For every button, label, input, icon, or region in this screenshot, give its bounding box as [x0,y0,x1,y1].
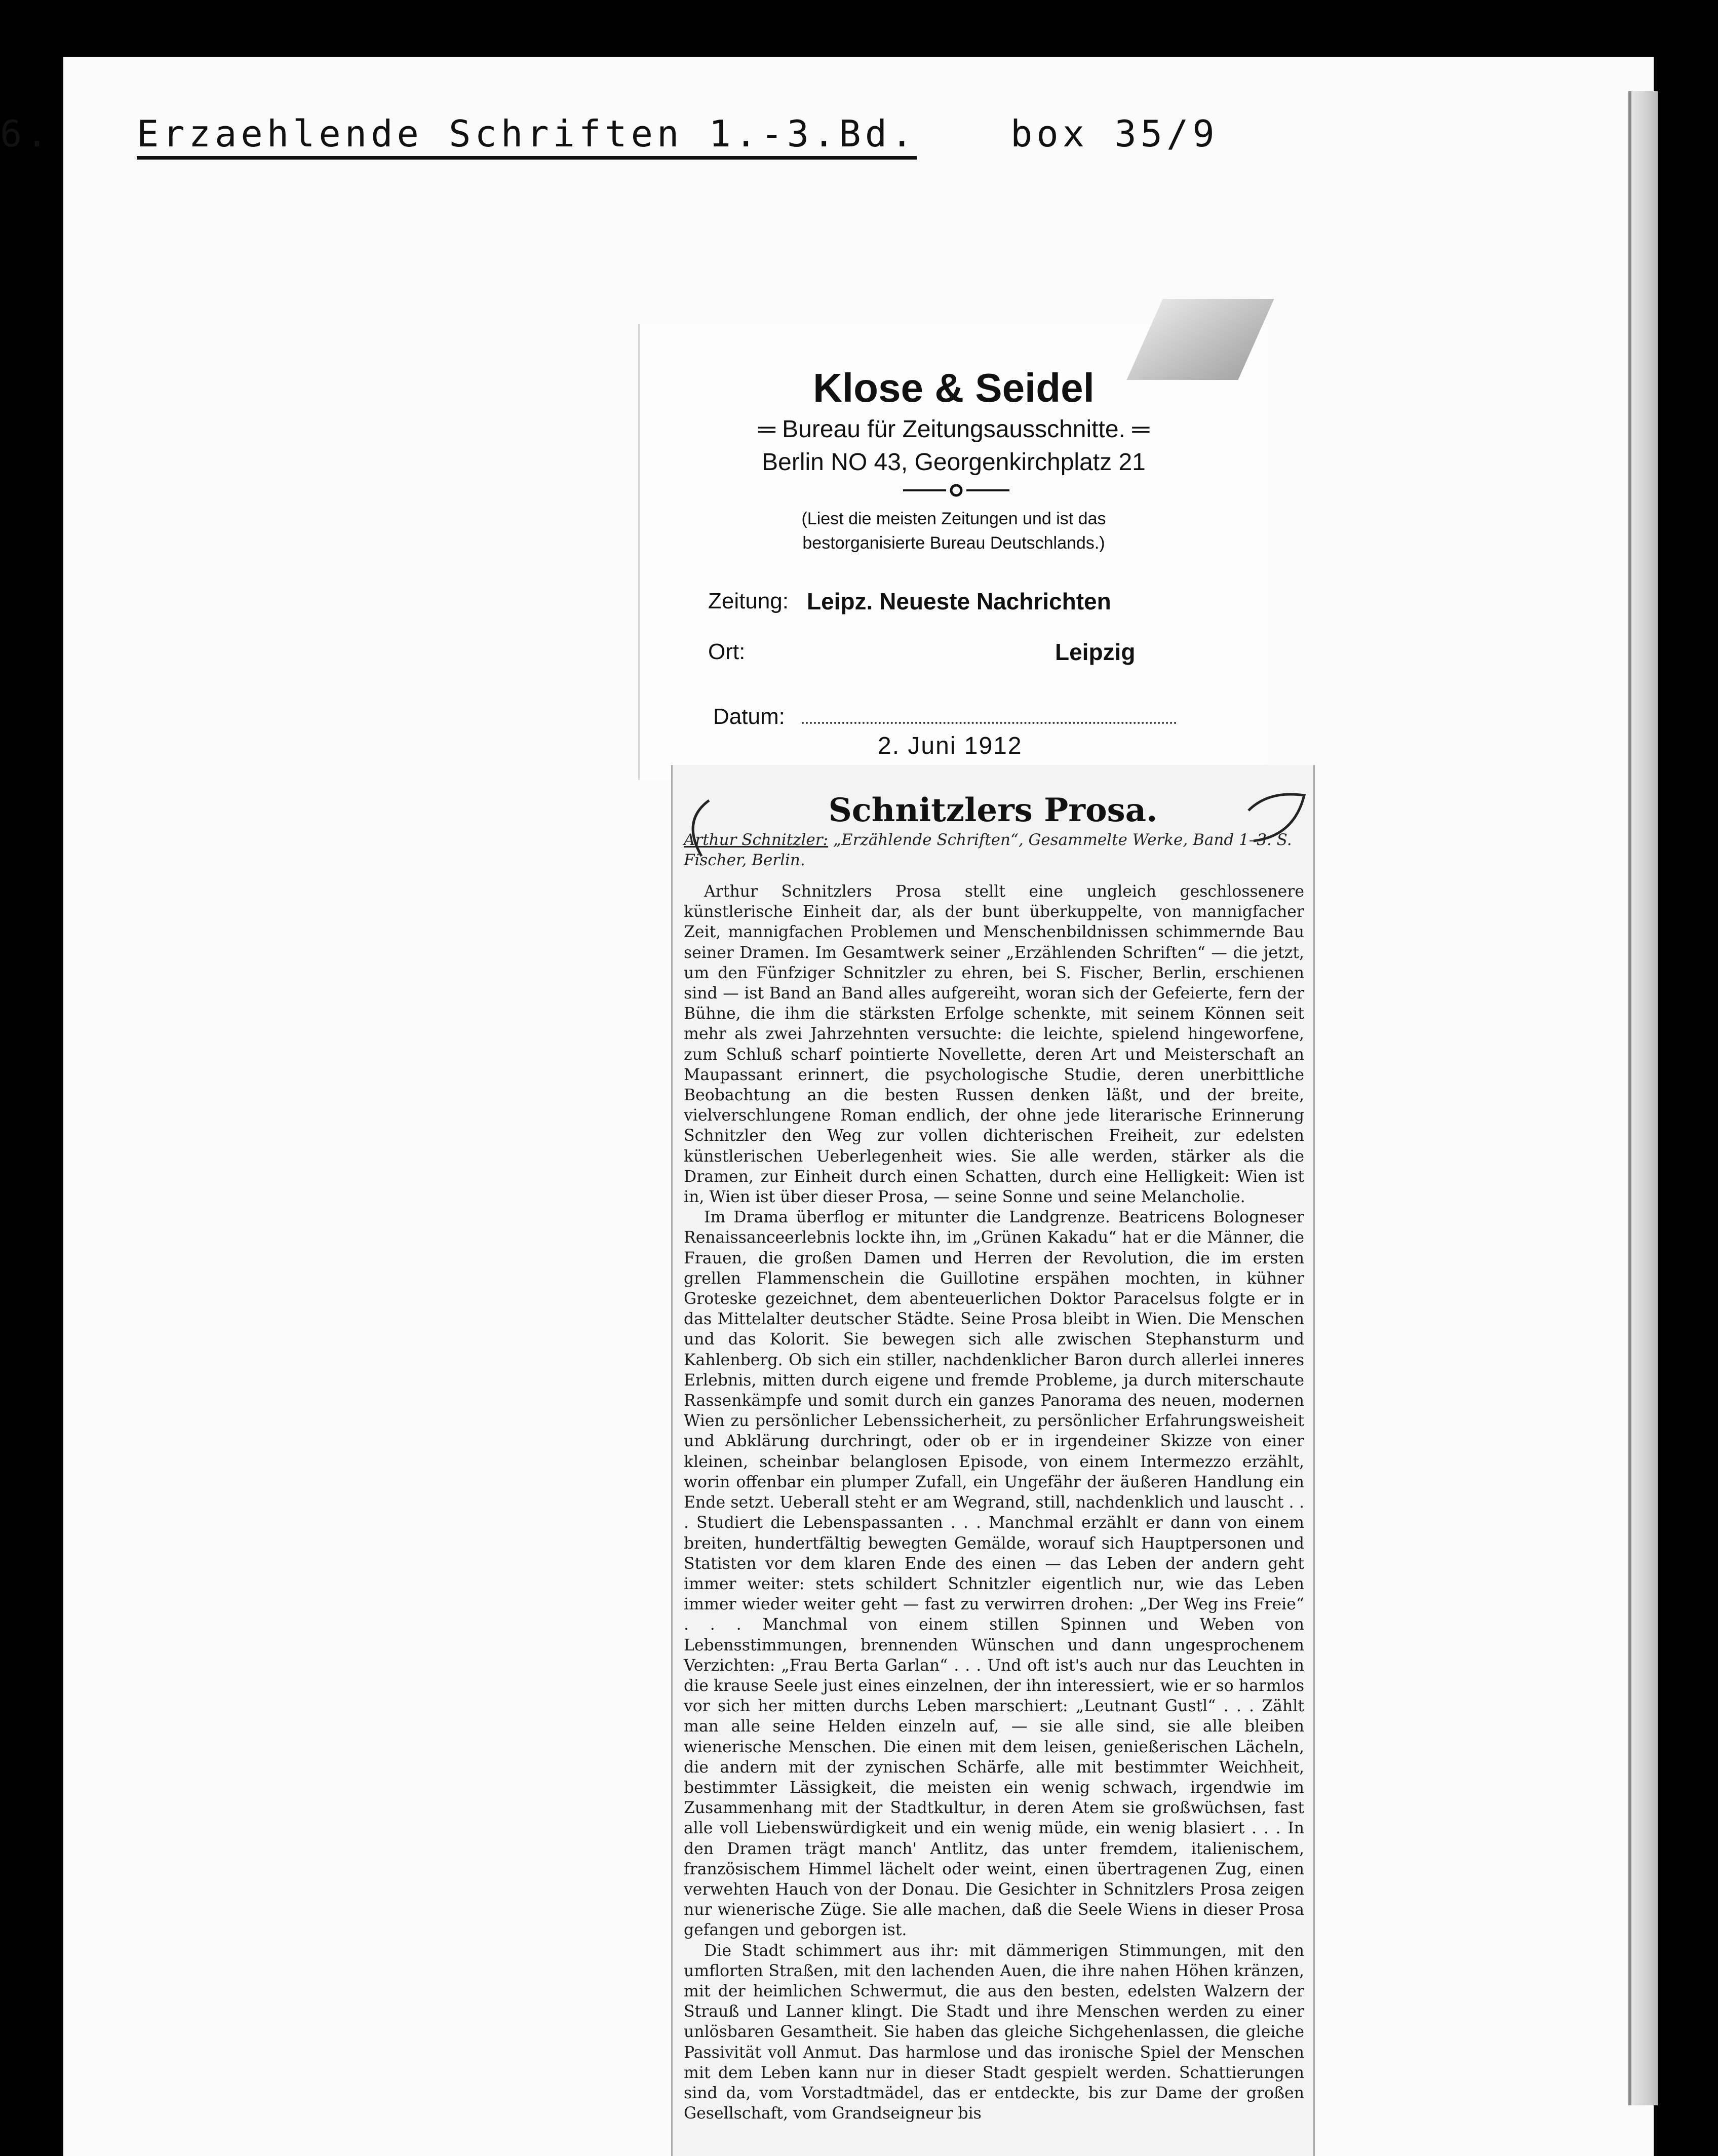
slip-motto-line2: bestorganisierte Bureau Deutschlands.) [802,533,1105,553]
header-box-label: box 35/9 [1010,112,1219,155]
clipping-slip [638,324,1268,780]
slip-bureau-text: Bureau für Zeitungsausschnitte. [782,416,1125,443]
datum-dotted-line [802,722,1177,724]
article-paragraph: Die Stadt schimmert aus ihr: mit dämmerigen Stimmungen, mit den umflorten Straßen, mit den lachenden Auen, die ihre nahen Höhen kränzen, mit der heimlichen Schwermut, die aus den besten, edelsten Walzern der Strauß und Lanner klingt. Die Stadt und ihre Menschen werden zu einer unlösbaren Gesamtheit. Sie haben das gleiche Sichgehenlassen, die gleiche Passivität voll Anmut. Das harmlose und das ironische Spiel der Menschen mit dem Leben kann nur in dieser Stadt gespielt werden. Schattierungen sind da, vom Vorstadtmädel, das er entdeckte, bis zur Dame der großen Gesellschaft, vom Grandseigneur bis [684,1941,1304,2123]
datum-label: Datum: [713,704,785,729]
slip-motto-line1: (Liest die meisten Zeitungen und ist das [801,509,1106,528]
zeitung-value: Leipz. Neueste Nachrichten [807,588,1111,614]
archive-header [0,112,1266,158]
ornament-icon [903,480,1009,500]
datum-stamp: 2. Juni 1912 [878,733,1023,759]
ort-value: Leipzig [1055,639,1136,665]
slip-motto [640,507,1268,555]
header-number: 6. [0,112,52,155]
newspaper-clipping [671,765,1315,2156]
slip-company: Klose & Seidel [813,365,1095,410]
sheet-edge [1628,91,1658,2105]
byline-rest: „Erzählende Schriften“, Gesammelte Werke, Band 1–3. S. Fischer, Berlin. [684,831,1292,869]
article-paragraph: Arthur Schnitzlers Prosa stellt eine ungleich geschlossenere künstlerische Einheit dar, als der bunt überkuppelte, von mannigfacher Zeit, mannigfachen Problemen und Menschenbildnissen schimmernde Bau seiner Dramen. Im Gesamtwerk seiner „Erzählenden Schriften“ — die jetzt, um den Fünfziger Schnitzler zu ehren, bei S. Fischer, Berlin, erschienen sind — ist Band an Band alles aufgereiht, woran sich der Gefeierte, fern der Bühne, die ihm die stärksten Erfolge schenkte, mit seinem Können seit mehr als zwei Jahrzehnten versuchte: die leichte, spielend hingeworfene, zum Schluß scharf pointierte Novellette, deren Art und Meisterschaft an Maupassant erinnert, die psychologische Studie, deren unerbittliche Beobachtung an die besten Russen denken läßt, und der breite, vielverschlungene Roman endlich, der ohne jede literarische Erinnerung Schnitzler den Weg zur vollen dichterischen Freiheit, zur edelsten künstlerischen Ueberlegenheit wies. Sie alle werden, stärker als die Dramen, zur Einheit durch einen Schatten, durch eine Helligkeit: Wien ist in, Wien ist über dieser Prosa, — seine Sonne und seine Melancholie. [684,882,1304,1207]
zeitung-label: Zeitung: [708,589,789,613]
article-paragraph: Im Drama überflog er mitunter die Landgrenze. Beatricens Bologneser Renaissanceerlebnis lockte ihn, im „Grünen Kakadu“ hat er die Männer, die Frauen, die großen Damen und Herren der Revolution, die im ersten grellen Flammenschein die Guillotine erspähen mochten, in kühner Groteske gezeichnet, dem abenteuerlichen Doktor Paracelsus folgte er in das Mittelalter deutscher Städte. Seine Prosa bleibt in Wien. Die Menschen und das Kolorit. Sie bewegen sich alle zwischen Stephansturm und Kahlenberg. Ob sich ein stiller, nachdenklicher Baron durch allerlei inneres Erlebnis, mitten durch eigene und fremde Probleme, ja durch miterschaute Rassenkämpfe und somit durch ein ganzes Panorama des neuen, modernen Wien zu persönlicher Lebenssicherheit, zu persönlicher Erfahrungsweisheit und Abklärung durchringt, oder ob er in irgendeiner Skizze von einer kleinen, scheinbar belanglosen Episode, von einem Intermezzo erzählt, worin offenbar ein plumper Zufall, ein Ungefähr der äußeren Handlung ein Ende setzt. Ueberall steht er am Wegrand, still, nachdenklich und lauscht . . . Studiert die Lebenspassanten . . . Manchmal erzählt er dann von einem breiten, hundertfältig bewegten Gemälde, worauf sich Hauptpersonen und Statisten vor dem klaren Ende des einen — das Leben der andern geht immer weiter: stets schildert Schnitzler eigentlich nur, wie das Leben immer wieder weiter geht — fast zu verwirren drohen: „Der Weg ins Freie“ . . . Manchmal von einem stillen Spinnen und Weben von Lebensstimmungen, brennenden Wünschen und dann ungesprochenem Verzichten: „Frau Berta Garlan“ . . . Und oft ist's auch nur das Leuchten in die krause Seele just eines einzelnen, der ihn interessiert, wie er so harmlos vor sich her mitten durchs Leben marschiert: „Leutnant Gustl“ . . . Zählt man alle seine Helden einzeln auf, — sie alle sind, sie alle bleiben wienerische Menschen. Die einen mit dem leisen, genießerischen Lächeln, die andern mit der zynischen Schärfe, alle mit bestimmter Weichheit, bestimmter Lässigkeit, die meisten ein wenig schwach, irgendwie im Zusammenhang mit der Stadtkultur, in deren Atem sie großwüchsen, fast alle voll Liebenswürdigkeit und ein wenig müde, ein wenig blasiert . . . In den Dramen trägt manch' Antlitz, das unter fremdem, italienischem, französischem Himmel lächelt oder weint, einen übertragenen Zug, einen verwehten Hauch von der Donau. Die Gesichter in Schnitzlers Prosa zeigen nur wienerische Züge. Sie alle machen, daß die Seele Wiens in dieser Prosa gefangen und geborgen ist. [684,1208,1304,1940]
article-body [684,881,1304,2124]
double-rule-left-icon: ═ [758,416,783,443]
article-headline: Schnitzlers Prosa. [828,791,1158,829]
double-rule-right-icon: ═ [1125,416,1150,443]
slip-bureau [640,415,1268,443]
pencil-mark-icon [671,780,1330,871]
slip-address: Berlin NO 43, Georgenkirchplatz 21 [762,449,1146,476]
ort-label: Ort: [708,639,746,664]
header-title: Erzaehlende Schriften 1.-3.Bd. [137,112,917,160]
byline-author: Arthur Schnitzler: [684,831,829,849]
